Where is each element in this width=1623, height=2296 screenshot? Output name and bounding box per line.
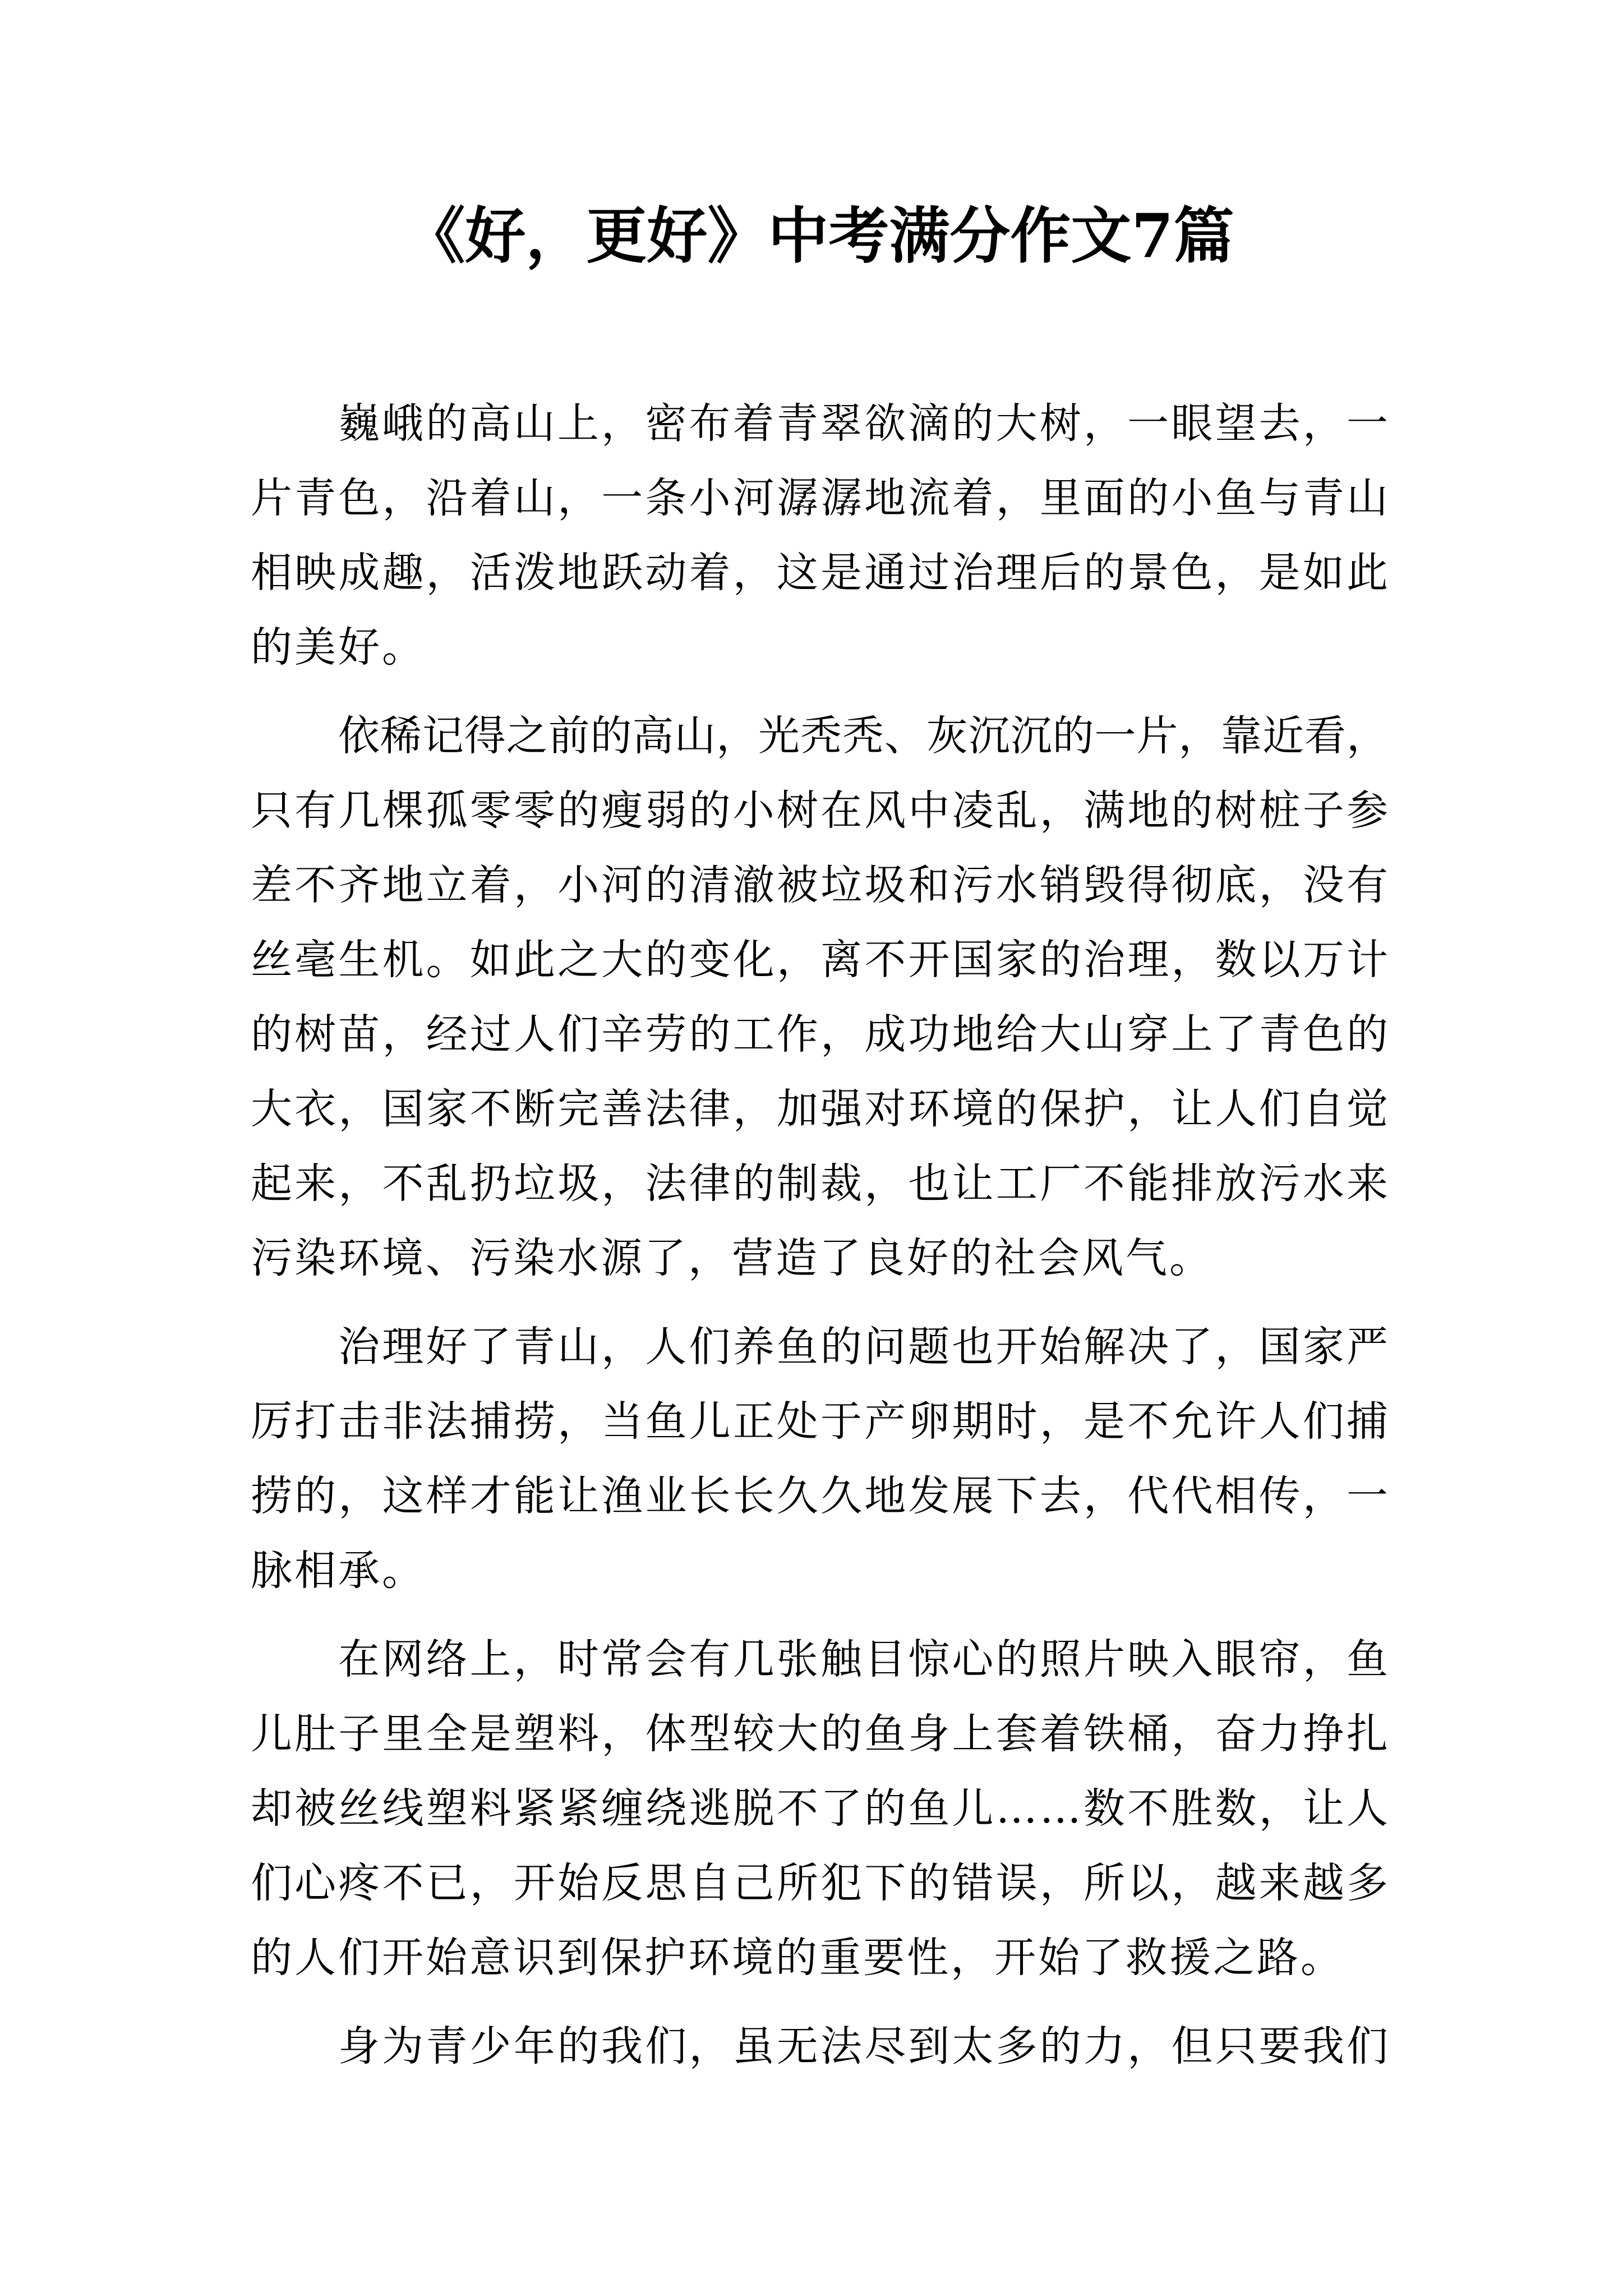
text-line: 的人们开始意识到保护环境的重要性，开始了救援之路。 [251, 1934, 1344, 1982]
text-line: 只有几棵孤零零的瘦弱的小树在风中凌乱，满地的树桩子参 [251, 786, 1391, 835]
text-line: 捞的，这样才能让渔业长长久久地发展下去，代代相传，一 [251, 1472, 1391, 1520]
text-line: 脉相承。 [251, 1547, 426, 1595]
paragraph [251, 699, 1391, 1296]
paragraph [251, 1310, 1391, 1608]
text-line: 污染环境、污染水源了，营造了良好的社会风气。 [251, 1234, 1213, 1282]
text-line: 身为青少年的我们，虽无法尽到太多的力，但只要我们 [338, 2022, 1391, 2070]
paragraph [251, 2009, 1391, 2084]
text-line: 大衣，国家不断完善法律，加强对环境的保护，让人们自觉 [251, 1085, 1391, 1133]
text-line: 的树苗，经过人们辛劳的工作，成功地给大山穿上了青色的 [251, 1010, 1391, 1059]
text-line: 起来，不乱扔垃圾，法律的制裁，也让工厂不能排放污水来 [251, 1159, 1391, 1208]
text-line: 儿肚子里全是塑料，体型较大的鱼身上套着铁桶，奋力挣扎 [251, 1710, 1391, 1758]
text-line: 在网络上，时常会有几张触目惊心的照片映入眼帘，鱼 [338, 1635, 1391, 1683]
text-line: 相映成趣，活泼地跃动着，这是通过治理后的景色，是如此 [251, 549, 1391, 597]
text-line: 们心疼不已，开始反思自己所犯下的错误，所以，越来越多 [251, 1859, 1391, 1907]
text-line: 片青色，沿着山，一条小河潺潺地流着，里面的小鱼与青山 [251, 474, 1391, 522]
text-line: 丝毫生机。如此之大的变化，离不开国家的治理，数以万计 [251, 936, 1391, 984]
paragraph [251, 386, 1391, 685]
text-line: 治理好了青山，人们养鱼的问题也开始解决了，国家严 [338, 1323, 1391, 1371]
text-line: 依稀记得之前的高山，光秃秃、灰沉沉的一片，靠近看， [338, 712, 1389, 760]
text-line: 厉打击非法捕捞，当鱼儿正处于产卵期时，是不允许人们捕 [251, 1397, 1391, 1446]
text-line: 却被丝线塑料紧紧缠绕逃脱不了的鱼儿……数不胜数，让人 [251, 1784, 1391, 1833]
text-line: 巍峨的高山上，密布着青翠欲滴的大树，一眼望去，一 [338, 399, 1391, 448]
paragraph [251, 1622, 1391, 1995]
text-line: 的美好。 [251, 623, 426, 671]
article-body [251, 386, 1391, 2098]
text-line: 差不齐地立着，小河的清澈被垃圾和污水销毁得彻底，没有 [251, 861, 1391, 909]
article-title: 《好，更好》中考满分作文7篇 [404, 201, 1234, 272]
